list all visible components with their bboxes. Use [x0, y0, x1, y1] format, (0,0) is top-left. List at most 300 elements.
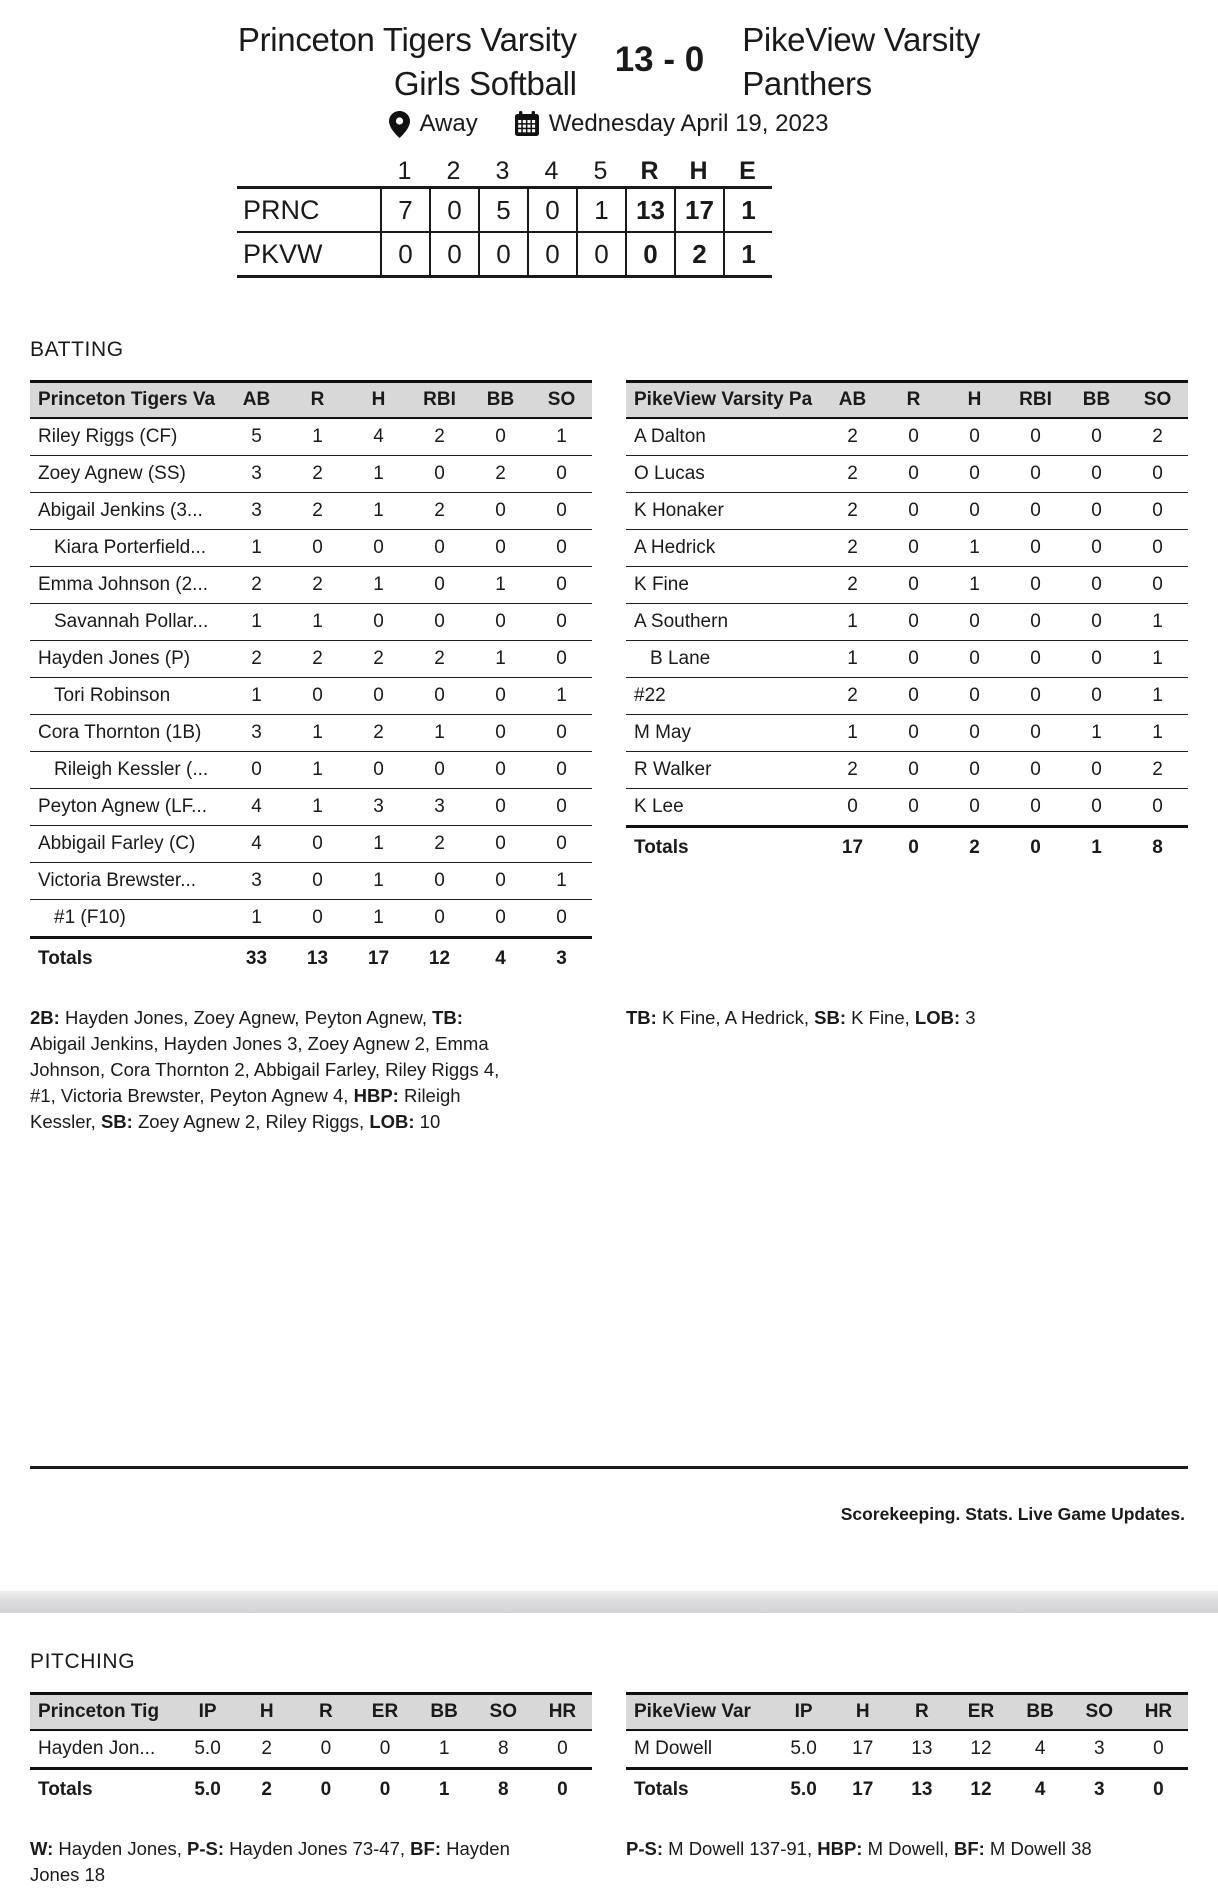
stat-value: 1 [226, 530, 287, 567]
stat-value: 0 [944, 493, 1005, 530]
stat-value: 1 [1127, 604, 1188, 641]
player-name: Rileigh Kessler (... [30, 752, 226, 789]
linescore-cell: 1 [723, 233, 772, 275]
player-name: O Lucas [626, 456, 822, 493]
stat-column-header: H [944, 382, 1005, 419]
totals-value: 2 [237, 1769, 296, 1811]
stat-value: 0 [944, 418, 1005, 456]
stat-value: 0 [470, 863, 531, 900]
totals-label: Totals [30, 938, 226, 980]
stat-column-header: SO [474, 1694, 533, 1731]
stat-value: 0 [409, 900, 470, 938]
note-label: SB: [100, 1111, 133, 1132]
stat-value: 0 [287, 530, 348, 567]
bat-away-grid [626, 380, 1188, 868]
stat-value: 2 [409, 418, 470, 456]
stat-value: 3 [226, 493, 287, 530]
stat-value: 4 [1011, 1730, 1070, 1769]
batting-row [626, 604, 1188, 641]
stat-value: 0 [1066, 567, 1127, 604]
stat-value: 0 [1066, 752, 1127, 789]
stat-value: 0 [287, 900, 348, 938]
player-name: M May [626, 715, 822, 752]
location-label: Away [419, 110, 478, 137]
stat-value: 1 [287, 418, 348, 456]
player-name: K Fine [626, 567, 822, 604]
stat-value: 1 [531, 863, 592, 900]
stat-value: 0 [470, 493, 531, 530]
stat-value: 1 [1127, 641, 1188, 678]
note-label: P-S: [626, 1838, 663, 1859]
linescore-column-header: 5 [593, 156, 608, 185]
totals-value: 8 [474, 1769, 533, 1811]
linescore-corner [237, 156, 380, 186]
stat-value: 1 [1127, 715, 1188, 752]
stat-value: 2 [822, 752, 883, 789]
batting-row [626, 789, 1188, 827]
stat-value: 3 [409, 789, 470, 826]
stat-column-header: H [237, 1694, 296, 1731]
stat-value: 1 [822, 641, 883, 678]
linescore-column-header: 4 [544, 156, 559, 185]
player-name: Abigail Jenkins (3... [30, 493, 226, 530]
stat-value: 0 [883, 418, 944, 456]
pitching-tables [30, 1692, 1188, 1888]
stat-value: 1 [226, 900, 287, 938]
stat-value: 0 [348, 530, 409, 567]
stat-column-header: BB [415, 1694, 474, 1731]
stat-value: 1 [944, 530, 1005, 567]
player-name: #1 (F10) [30, 900, 226, 938]
stat-value: 0 [226, 752, 287, 789]
stat-value: 0 [470, 418, 531, 456]
final-score: 13 - 0 [614, 40, 705, 79]
away-batting-notes: TB: K Fine, A Hedrick, SB: K Fine, LOB: 3 [626, 1007, 976, 1028]
batting-row [626, 678, 1188, 715]
stat-value: 0 [531, 567, 592, 604]
stat-value: 4 [226, 826, 287, 863]
stat-value: 0 [944, 752, 1005, 789]
stat-value: 0 [944, 604, 1005, 641]
totals-row [30, 1769, 592, 1811]
player-name: Kiara Porterfield... [30, 530, 226, 567]
totals-value: 0 [883, 827, 944, 869]
date-meta [514, 110, 829, 138]
stat-value: 3 [226, 863, 287, 900]
stat-value: 0 [883, 567, 944, 604]
stat-value: 1 [822, 604, 883, 641]
stat-value: 1 [348, 900, 409, 938]
totals-row [30, 938, 592, 980]
stat-value: 0 [1005, 641, 1066, 678]
stat-value: 2 [348, 641, 409, 678]
note-label: TB: [626, 1007, 657, 1028]
player-name: Cora Thornton (1B) [30, 715, 226, 752]
linescore-cell: 17 [674, 189, 723, 231]
stat-value: 1 [348, 456, 409, 493]
pit-away-grid [626, 1692, 1188, 1810]
stat-value: 12 [951, 1730, 1010, 1769]
totals-value: 0 [1005, 827, 1066, 869]
totals-label: Totals [30, 1769, 178, 1811]
stat-value: 2 [822, 567, 883, 604]
stat-value: 1 [409, 715, 470, 752]
stat-value: 0 [1066, 456, 1127, 493]
totals-label: Totals [626, 827, 822, 869]
stat-column-header: AB [226, 382, 287, 419]
home-team-line2: Girls Softball [393, 65, 577, 102]
stat-value: 0 [409, 752, 470, 789]
batting-tables [30, 380, 1188, 1135]
stat-value: 0 [1005, 604, 1066, 641]
stat-column-header: BB [1011, 1694, 1070, 1731]
note-label: LOB: [914, 1007, 961, 1028]
stat-value: 2 [409, 826, 470, 863]
batting-row [626, 493, 1188, 530]
linescore-cell: 1 [723, 189, 772, 231]
totals-row [626, 827, 1188, 869]
stat-value: 0 [1005, 715, 1066, 752]
stat-value: 13 [892, 1730, 951, 1769]
stat-value: 0 [1005, 678, 1066, 715]
stat-value: 0 [883, 641, 944, 678]
player-name: Savannah Pollar... [30, 604, 226, 641]
stat-value: 1 [226, 604, 287, 641]
stat-value: 0 [470, 900, 531, 938]
pitching-row [626, 1730, 1188, 1769]
player-name: Zoey Agnew (SS) [30, 456, 226, 493]
app-tagline: Scorekeeping. Stats. Live Game Updates. [840, 1504, 1185, 1524]
stat-header-row [30, 1694, 592, 1731]
away-team-line1: PikeView Varsity [742, 21, 981, 58]
totals-value: 4 [1011, 1769, 1070, 1811]
stat-value: 0 [348, 678, 409, 715]
stat-value: 1 [348, 863, 409, 900]
stat-value: 4 [226, 789, 287, 826]
note-label: HBP: [353, 1085, 399, 1106]
linescore-cell: 0 [527, 189, 576, 231]
stat-column-header: SO [1127, 382, 1188, 419]
player-name: #22 [626, 678, 822, 715]
stat-value: 2 [822, 678, 883, 715]
stat-column-header: HR [533, 1694, 592, 1731]
batting-row [30, 456, 592, 493]
note-label: SB: [814, 1007, 847, 1028]
stat-value: 2 [287, 456, 348, 493]
player-name: K Lee [626, 789, 822, 827]
stat-value: 2 [226, 641, 287, 678]
stat-header-row [626, 1694, 1188, 1731]
linescore-cell: 1 [576, 189, 625, 231]
stat-value: 3 [1070, 1730, 1129, 1769]
stat-column-header: RBI [1005, 382, 1066, 419]
stat-value: 0 [348, 752, 409, 789]
stat-value: 0 [348, 604, 409, 641]
location-meta [389, 110, 477, 138]
away-pitching-notes: P-S: M Dowell 137-91, HBP: M Dowell, BF: M Dowell 38 [626, 1838, 1092, 1859]
stat-value: 0 [531, 900, 592, 938]
stat-column-header: R [296, 1694, 355, 1731]
totals-value: 3 [1070, 1769, 1129, 1811]
totals-value: 8 [1127, 827, 1188, 869]
totals-value: 17 [833, 1769, 892, 1811]
player-name: A Dalton [626, 418, 822, 456]
stat-value: 0 [1127, 567, 1188, 604]
stat-value: 0 [470, 604, 531, 641]
totals-value: 12 [951, 1769, 1010, 1811]
linescore-column-header: 2 [446, 156, 461, 185]
stat-value: 0 [531, 604, 592, 641]
stat-value: 2 [287, 493, 348, 530]
stat-value: 1 [531, 418, 592, 456]
team-column-header: Princeton Tig [30, 1694, 178, 1731]
totals-value: 13 [287, 938, 348, 980]
batting-section [30, 338, 1188, 1135]
stat-value: 0 [409, 456, 470, 493]
stat-value: 0 [1005, 530, 1066, 567]
stat-value: 0 [883, 752, 944, 789]
stat-value: 0 [883, 789, 944, 827]
totals-value: 4 [470, 938, 531, 980]
stat-value: 0 [531, 826, 592, 863]
home-team-title [238, 18, 577, 106]
stat-column-header: IP [178, 1694, 237, 1731]
calendar-icon [514, 111, 540, 137]
linescore-cell: 0 [576, 233, 625, 275]
stat-value: 0 [470, 826, 531, 863]
batting-row [30, 418, 592, 456]
stat-value: 0 [1066, 789, 1127, 827]
totals-value: 33 [226, 938, 287, 980]
pitching-section-title: PITCHING [30, 1650, 136, 1673]
stat-value: 1 [822, 715, 883, 752]
line-score [237, 156, 772, 278]
team-column-header: Princeton Tigers Va [30, 382, 226, 419]
totals-value: 1 [1066, 827, 1127, 869]
stat-value: 0 [944, 789, 1005, 827]
bat-home-grid [30, 380, 592, 979]
batting-row [30, 493, 592, 530]
batting-row [626, 715, 1188, 752]
stat-column-header: R [892, 1694, 951, 1731]
batting-row [30, 715, 592, 752]
stat-value: 0 [470, 715, 531, 752]
away-team-title [742, 18, 980, 106]
stat-value: 0 [944, 456, 1005, 493]
batting-row [30, 641, 592, 678]
stat-value: 0 [1005, 456, 1066, 493]
player-name: Hayden Jon... [30, 1730, 178, 1769]
section-divider [30, 1466, 1188, 1469]
stat-value: 17 [833, 1730, 892, 1769]
stat-value: 0 [1005, 493, 1066, 530]
stat-value: 0 [822, 789, 883, 827]
batting-row [30, 789, 592, 826]
totals-value: 5.0 [178, 1769, 237, 1811]
stat-value: 2 [1127, 418, 1188, 456]
stat-value: 5 [226, 418, 287, 456]
stat-value: 1 [531, 678, 592, 715]
stat-value: 0 [1127, 530, 1188, 567]
stat-value: 1 [226, 678, 287, 715]
stat-value: 0 [470, 752, 531, 789]
team-column-header: PikeView Var [626, 1694, 774, 1731]
stat-value: 2 [287, 641, 348, 678]
stat-value: 0 [944, 678, 1005, 715]
stat-column-header: SO [1070, 1694, 1129, 1731]
stat-value: 1 [348, 493, 409, 530]
stat-value: 1 [287, 715, 348, 752]
linescore-column-header: 3 [495, 156, 510, 185]
linescore-column-header: H [689, 156, 708, 185]
date-label: Wednesday April 19, 2023 [548, 110, 829, 137]
game-header [0, 18, 1218, 106]
batting-row [626, 530, 1188, 567]
stat-value: 0 [355, 1730, 414, 1769]
stat-value: 4 [348, 418, 409, 456]
stat-value: 0 [287, 826, 348, 863]
note-label: P-S: [187, 1838, 224, 1859]
player-name: Hayden Jones (P) [30, 641, 226, 678]
stat-value: 0 [1127, 456, 1188, 493]
linescore-header-row [237, 156, 772, 186]
totals-value: 12 [409, 938, 470, 980]
linescore-column-header: R [640, 156, 659, 185]
stat-value: 0 [531, 530, 592, 567]
stat-value: 0 [1066, 493, 1127, 530]
stat-value: 0 [944, 641, 1005, 678]
batting-row [30, 567, 592, 604]
stat-value: 0 [1066, 418, 1127, 456]
batting-row [30, 604, 592, 641]
stat-value: 2 [409, 641, 470, 678]
stat-column-header: HR [1129, 1694, 1188, 1731]
player-name: R Walker [626, 752, 822, 789]
stat-value: 0 [883, 530, 944, 567]
totals-value: 17 [348, 938, 409, 980]
stat-value: 0 [1127, 789, 1188, 827]
stat-value: 2 [287, 567, 348, 604]
linescore-cell: 0 [478, 233, 527, 275]
stat-header-row [626, 382, 1188, 419]
stat-value: 1 [415, 1730, 474, 1769]
batting-row [30, 900, 592, 938]
team-column-header: PikeView Varsity Pa [626, 382, 822, 419]
stat-value: 0 [1066, 641, 1127, 678]
stat-value: 3 [226, 715, 287, 752]
stat-value: 1 [944, 567, 1005, 604]
batting-row [30, 752, 592, 789]
note-label: W: [30, 1838, 54, 1859]
totals-label: Totals [626, 1769, 774, 1811]
linescore-team-abbr: PKVW [243, 238, 323, 269]
home-pitching-notes: W: Hayden Jones, P-S: Hayden Jones 73-47, BF: Hayden Jones 18 [30, 1838, 510, 1885]
linescore-team-abbr: PRNC [243, 194, 320, 225]
stat-value: 1 [470, 567, 531, 604]
player-name: M Dowell [626, 1730, 774, 1769]
player-name: K Honaker [626, 493, 822, 530]
totals-value: 5.0 [774, 1769, 833, 1811]
batting-row [626, 418, 1188, 456]
away-pitching-table [626, 1692, 1188, 1810]
stat-value: 0 [531, 641, 592, 678]
stat-value: 2 [348, 715, 409, 752]
player-name: Abbigail Farley (C) [30, 826, 226, 863]
note-label: HBP: [817, 1838, 863, 1859]
stat-value: 2 [822, 493, 883, 530]
player-name: A Hedrick [626, 530, 822, 567]
stat-value: 2 [409, 493, 470, 530]
stat-value: 5.0 [774, 1730, 833, 1769]
stat-value: 0 [1066, 530, 1127, 567]
linescore-cell: 0 [429, 189, 478, 231]
batting-row [626, 752, 1188, 789]
player-name: Peyton Agnew (LF... [30, 789, 226, 826]
pitching-row [30, 1730, 592, 1769]
stat-value: 3 [348, 789, 409, 826]
linescore-column-header: E [739, 156, 756, 185]
linescore-cell: 0 [429, 233, 478, 275]
stat-column-header: AB [822, 382, 883, 419]
totals-value: 17 [822, 827, 883, 869]
stat-value: 1 [348, 826, 409, 863]
stat-value: 2 [1127, 752, 1188, 789]
stat-value: 0 [470, 530, 531, 567]
stat-header-row [30, 382, 592, 419]
game-meta [0, 110, 1218, 138]
batting-row [30, 863, 592, 900]
stat-column-header: R [883, 382, 944, 419]
batting-row [30, 530, 592, 567]
stat-value: 0 [409, 567, 470, 604]
stat-value: 0 [287, 678, 348, 715]
stat-value: 0 [1005, 567, 1066, 604]
batting-row [30, 678, 592, 715]
totals-value: 0 [1129, 1769, 1188, 1811]
player-name: Riley Riggs (CF) [30, 418, 226, 456]
stat-value: 0 [531, 715, 592, 752]
stat-value: 0 [531, 752, 592, 789]
stat-value: 0 [409, 530, 470, 567]
home-batting-table [30, 380, 592, 979]
away-team-line2: Panthers [742, 65, 872, 102]
linescore-cell: 0 [625, 233, 674, 275]
totals-value: 1 [415, 1769, 474, 1811]
stat-column-header: BB [1066, 382, 1127, 419]
player-name: Tori Robinson [30, 678, 226, 715]
player-name: Emma Johnson (2... [30, 567, 226, 604]
totals-value: 2 [944, 827, 1005, 869]
linescore-cell: 0 [380, 233, 429, 275]
note-label: TB: [432, 1007, 463, 1028]
stat-value: 2 [470, 456, 531, 493]
stat-value: 2 [822, 530, 883, 567]
pitching-section [30, 1650, 1188, 1888]
totals-value: 0 [296, 1769, 355, 1811]
stat-value: 8 [474, 1730, 533, 1769]
stat-value: 0 [296, 1730, 355, 1769]
stat-value: 2 [237, 1730, 296, 1769]
batting-row [626, 641, 1188, 678]
stat-value: 0 [1005, 752, 1066, 789]
home-pitching-table [30, 1692, 592, 1810]
stat-column-header: H [833, 1694, 892, 1731]
stat-value: 0 [1129, 1730, 1188, 1769]
player-name: A Southern [626, 604, 822, 641]
player-name: B Lane [626, 641, 822, 678]
stat-value: 0 [883, 493, 944, 530]
page-break-bar [0, 1590, 1218, 1613]
